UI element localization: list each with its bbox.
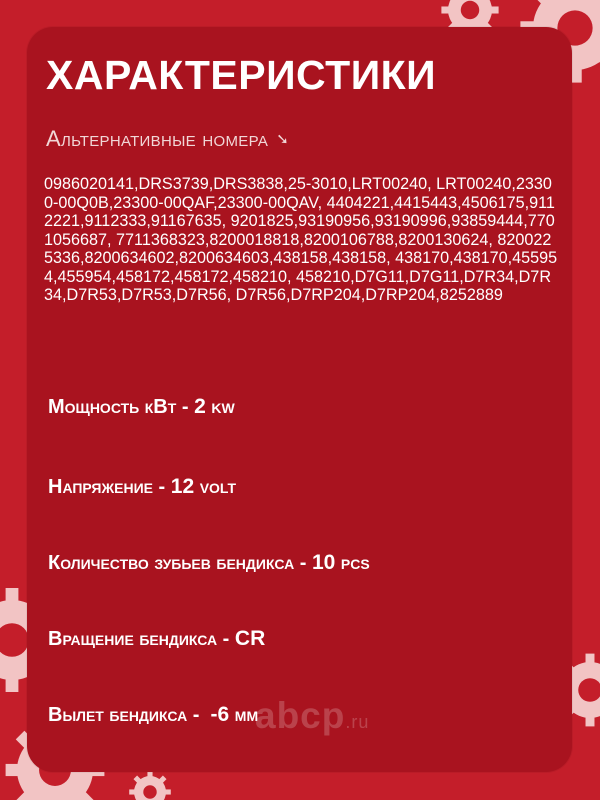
- alternatives-heading-text: Альтернативные номера: [46, 126, 269, 151]
- watermark-logo: abcp.ru: [255, 695, 370, 736]
- spec-label: Напряжение: [48, 476, 153, 498]
- spec-label: Вылет бендикса: [48, 704, 188, 726]
- spec-label: Вращение бендикса: [48, 628, 218, 650]
- alternative-numbers-list: 0986020141,DRS3739,DRS3838,25-3010,LRT00240, LRT00240,23300-00Q0B,23300-00QAF,23300-00QAV, 4404221,4415443,4506175,9112221,9112333,91167635, 9201825,93190956,93190996,93859444,7701056687, 7711368323,8200018818,8200106788,8200130624, 8200225336,8200634602,8200634603,438158,438158, 438170,438170,455954,455954,458172,458172,458210, 458210,D7G11,D7G11,D7R34,D7R34,D7R53,D7R53,D7R56, D7R56,D7RP204,D7RP204,8252889: [44, 175, 558, 304]
- alternatives-heading: [46, 126, 289, 152]
- spec-offset: Вылет бендикса - -6 мм: [48, 703, 259, 726]
- spec-unit: volt: [199, 476, 236, 498]
- spec-label: Количество зубьев бендикса: [48, 552, 295, 574]
- spec-unit: мм: [234, 704, 259, 726]
- page-title: ХАРАКТЕРИСТИКИ: [46, 52, 437, 98]
- spec-unit: kw: [211, 396, 235, 418]
- spec-value: 10: [311, 551, 336, 574]
- spec-value: 2: [194, 395, 206, 418]
- spec-rotation: Вращение бендикса - CR: [48, 627, 266, 650]
- spec-value: 12: [170, 475, 195, 498]
- spec-teeth: Количество зубьев бендикса - 10 pcs: [48, 551, 370, 574]
- spec-value: CR: [234, 627, 266, 650]
- spec-label: Мощность кВт: [48, 396, 177, 418]
- spec-power: Мощность кВт - 2 kw: [48, 395, 235, 418]
- spec-unit: pcs: [340, 552, 370, 574]
- gear-icon: [129, 771, 171, 800]
- spec-voltage: Напряжение - 12 volt: [48, 475, 236, 498]
- arrow-down-right-icon: ➘: [276, 131, 290, 148]
- spec-value: -6: [210, 703, 230, 726]
